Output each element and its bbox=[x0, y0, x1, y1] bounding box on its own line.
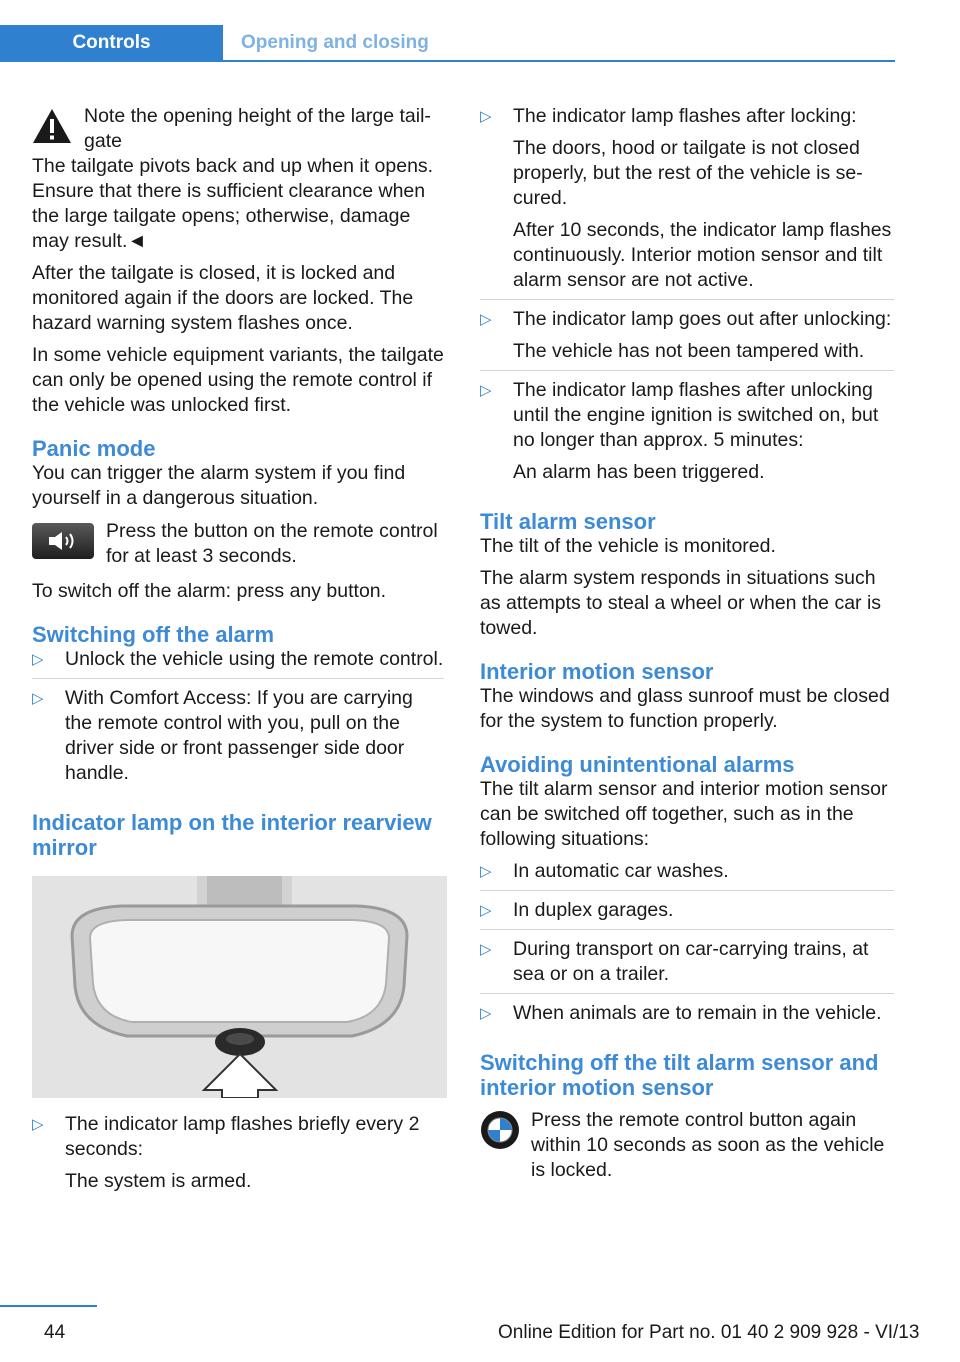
avoiding-alarms-list bbox=[480, 859, 894, 1032]
list-item: ▷ During transport on car-carrying trains, at sea or on a trailer. bbox=[480, 937, 894, 994]
list-item: ▷ The indicator lamp flashes briefly every 2 seconds: The system is armed. bbox=[32, 1113, 420, 1192]
bmw-logo-icon bbox=[480, 1110, 520, 1150]
panic-button-row bbox=[32, 519, 444, 569]
tilt-alarm-text-2: The alarm system responds in situations such as attempts to steal a wheel or when the car is towed. bbox=[480, 567, 882, 639]
tilt-button-text: Press the remote control button again within 10 seconds as soon as the vehicle is locked. bbox=[531, 1109, 885, 1181]
rearview-mirror-image bbox=[32, 876, 447, 1098]
avoiding-alarms-heading: Avoiding unintentional alarms bbox=[480, 752, 795, 777]
warning-triangle-icon bbox=[32, 108, 72, 144]
interior-motion-heading: Interior motion sensor bbox=[480, 659, 714, 684]
bullet-triangle-icon: ▷ bbox=[480, 1005, 492, 1022]
page-header bbox=[0, 25, 895, 61]
tailgate-closed-text: After the tailgate is closed, it is locked and monitored again if the doors are locked. The hazard warning system flashes once. bbox=[32, 262, 414, 334]
bullet-triangle-icon: ▷ bbox=[480, 902, 492, 919]
list-item: ▷ The indicator lamp goes out after unlocking: The vehicle has not been tampered with. bbox=[480, 307, 894, 371]
page-number: 44 bbox=[44, 1322, 66, 1343]
list-item: ▷ Unlock the vehicle using the remote control. bbox=[32, 647, 444, 679]
left-column bbox=[32, 104, 444, 1207]
switching-off-tilt-heading: Switching off the tilt alarm sensor and interior motion sensor bbox=[480, 1050, 879, 1100]
tilt-alarm-text-1: The tilt of the vehicle is monitored. bbox=[480, 535, 776, 557]
bullet-triangle-icon: ▷ bbox=[32, 1116, 44, 1133]
warning-title: Note the opening height of the large tailgate bbox=[84, 105, 431, 152]
panic-button-text: Press the button on the remote control for at least 3 seconds. bbox=[106, 520, 438, 567]
interior-motion-text: The windows and glass sunroof must be closed for the system to function properly. bbox=[480, 685, 890, 732]
bullet-triangle-icon: ▷ bbox=[480, 863, 492, 880]
avoiding-alarms-text: The tilt alarm sensor and interior motion sensor can be switched off together, such as in the following situations: bbox=[480, 778, 888, 850]
switch-off-alarm-text: To switch off the alarm: press any button. bbox=[32, 580, 387, 602]
tilt-alarm-heading: Tilt alarm sensor bbox=[480, 509, 656, 534]
tilt-button-row bbox=[480, 1108, 894, 1183]
bullet-triangle-icon: ▷ bbox=[32, 651, 44, 668]
right-column bbox=[480, 104, 894, 1193]
switching-off-alarm-list bbox=[32, 647, 444, 792]
panic-mode-text: You can trigger the alarm system if you find yourself in a dangerous situation. bbox=[32, 462, 406, 509]
bullet-triangle-icon: ▷ bbox=[480, 108, 492, 125]
bullet-triangle-icon: ▷ bbox=[480, 382, 492, 399]
tab-controls[interactable]: Controls bbox=[0, 25, 223, 61]
indicator-states-list bbox=[480, 104, 894, 491]
list-item: ▷ In duplex garages. bbox=[480, 898, 894, 930]
list-item: ▷ With Comfort Access: If you are carrying the remote control with you, pull on the driver side or front passenger side door handle. bbox=[32, 687, 413, 784]
tailgate-variants-text: In some vehicle equipment variants, the tailgate can only be opened using the remote control if the vehicle was unlocked first. bbox=[32, 344, 444, 416]
indicator-armed-list bbox=[32, 1112, 444, 1200]
list-item: ▷ In automatic car washes. bbox=[480, 859, 894, 891]
warning-block bbox=[32, 104, 444, 154]
switching-off-alarm-heading: Switching off the alarm bbox=[32, 622, 275, 647]
bullet-triangle-icon: ▷ bbox=[480, 941, 492, 958]
edition-footer: Online Edition for Part no. 01 40 2 909 928 - VI/13 bbox=[498, 1322, 920, 1343]
list-item: ▷ When animals are to remain in the vehicle. bbox=[480, 1002, 882, 1024]
list-item: ▷ The indicator lamp flashes after unlocking until the engine ignition is switched on, but no longer than approx. 5 minutes: An alarm has been triggered. bbox=[480, 379, 879, 483]
list-item: ▷ The indicator lamp flashes after locking: The doors, hood or tailgate is not closed properly, but the rest of the vehicle is secured. After 10 seconds, the indicator lamp flashes continuously. Interior motion sensor and tilt alarm sensor are not active. bbox=[480, 104, 894, 300]
header-rule bbox=[0, 60, 895, 62]
tab-opening-and-closing[interactable]: Opening and closing bbox=[241, 32, 429, 53]
footer-rule bbox=[0, 1305, 97, 1307]
remote-panic-button bbox=[32, 523, 94, 559]
bullet-triangle-icon: ▷ bbox=[480, 311, 492, 328]
warning-body: The tailgate pivots back and up when it opens. Ensure that there is sufficient clearance when the large tailgate opens; otherwise, damage may result.◄ bbox=[32, 155, 434, 252]
panic-mode-heading: Panic mode bbox=[32, 436, 156, 461]
indicator-lamp-heading: Indicator lamp on the interior rearview mirror bbox=[32, 810, 432, 860]
bullet-triangle-icon: ▷ bbox=[32, 690, 44, 707]
speaker-icon bbox=[46, 530, 80, 552]
